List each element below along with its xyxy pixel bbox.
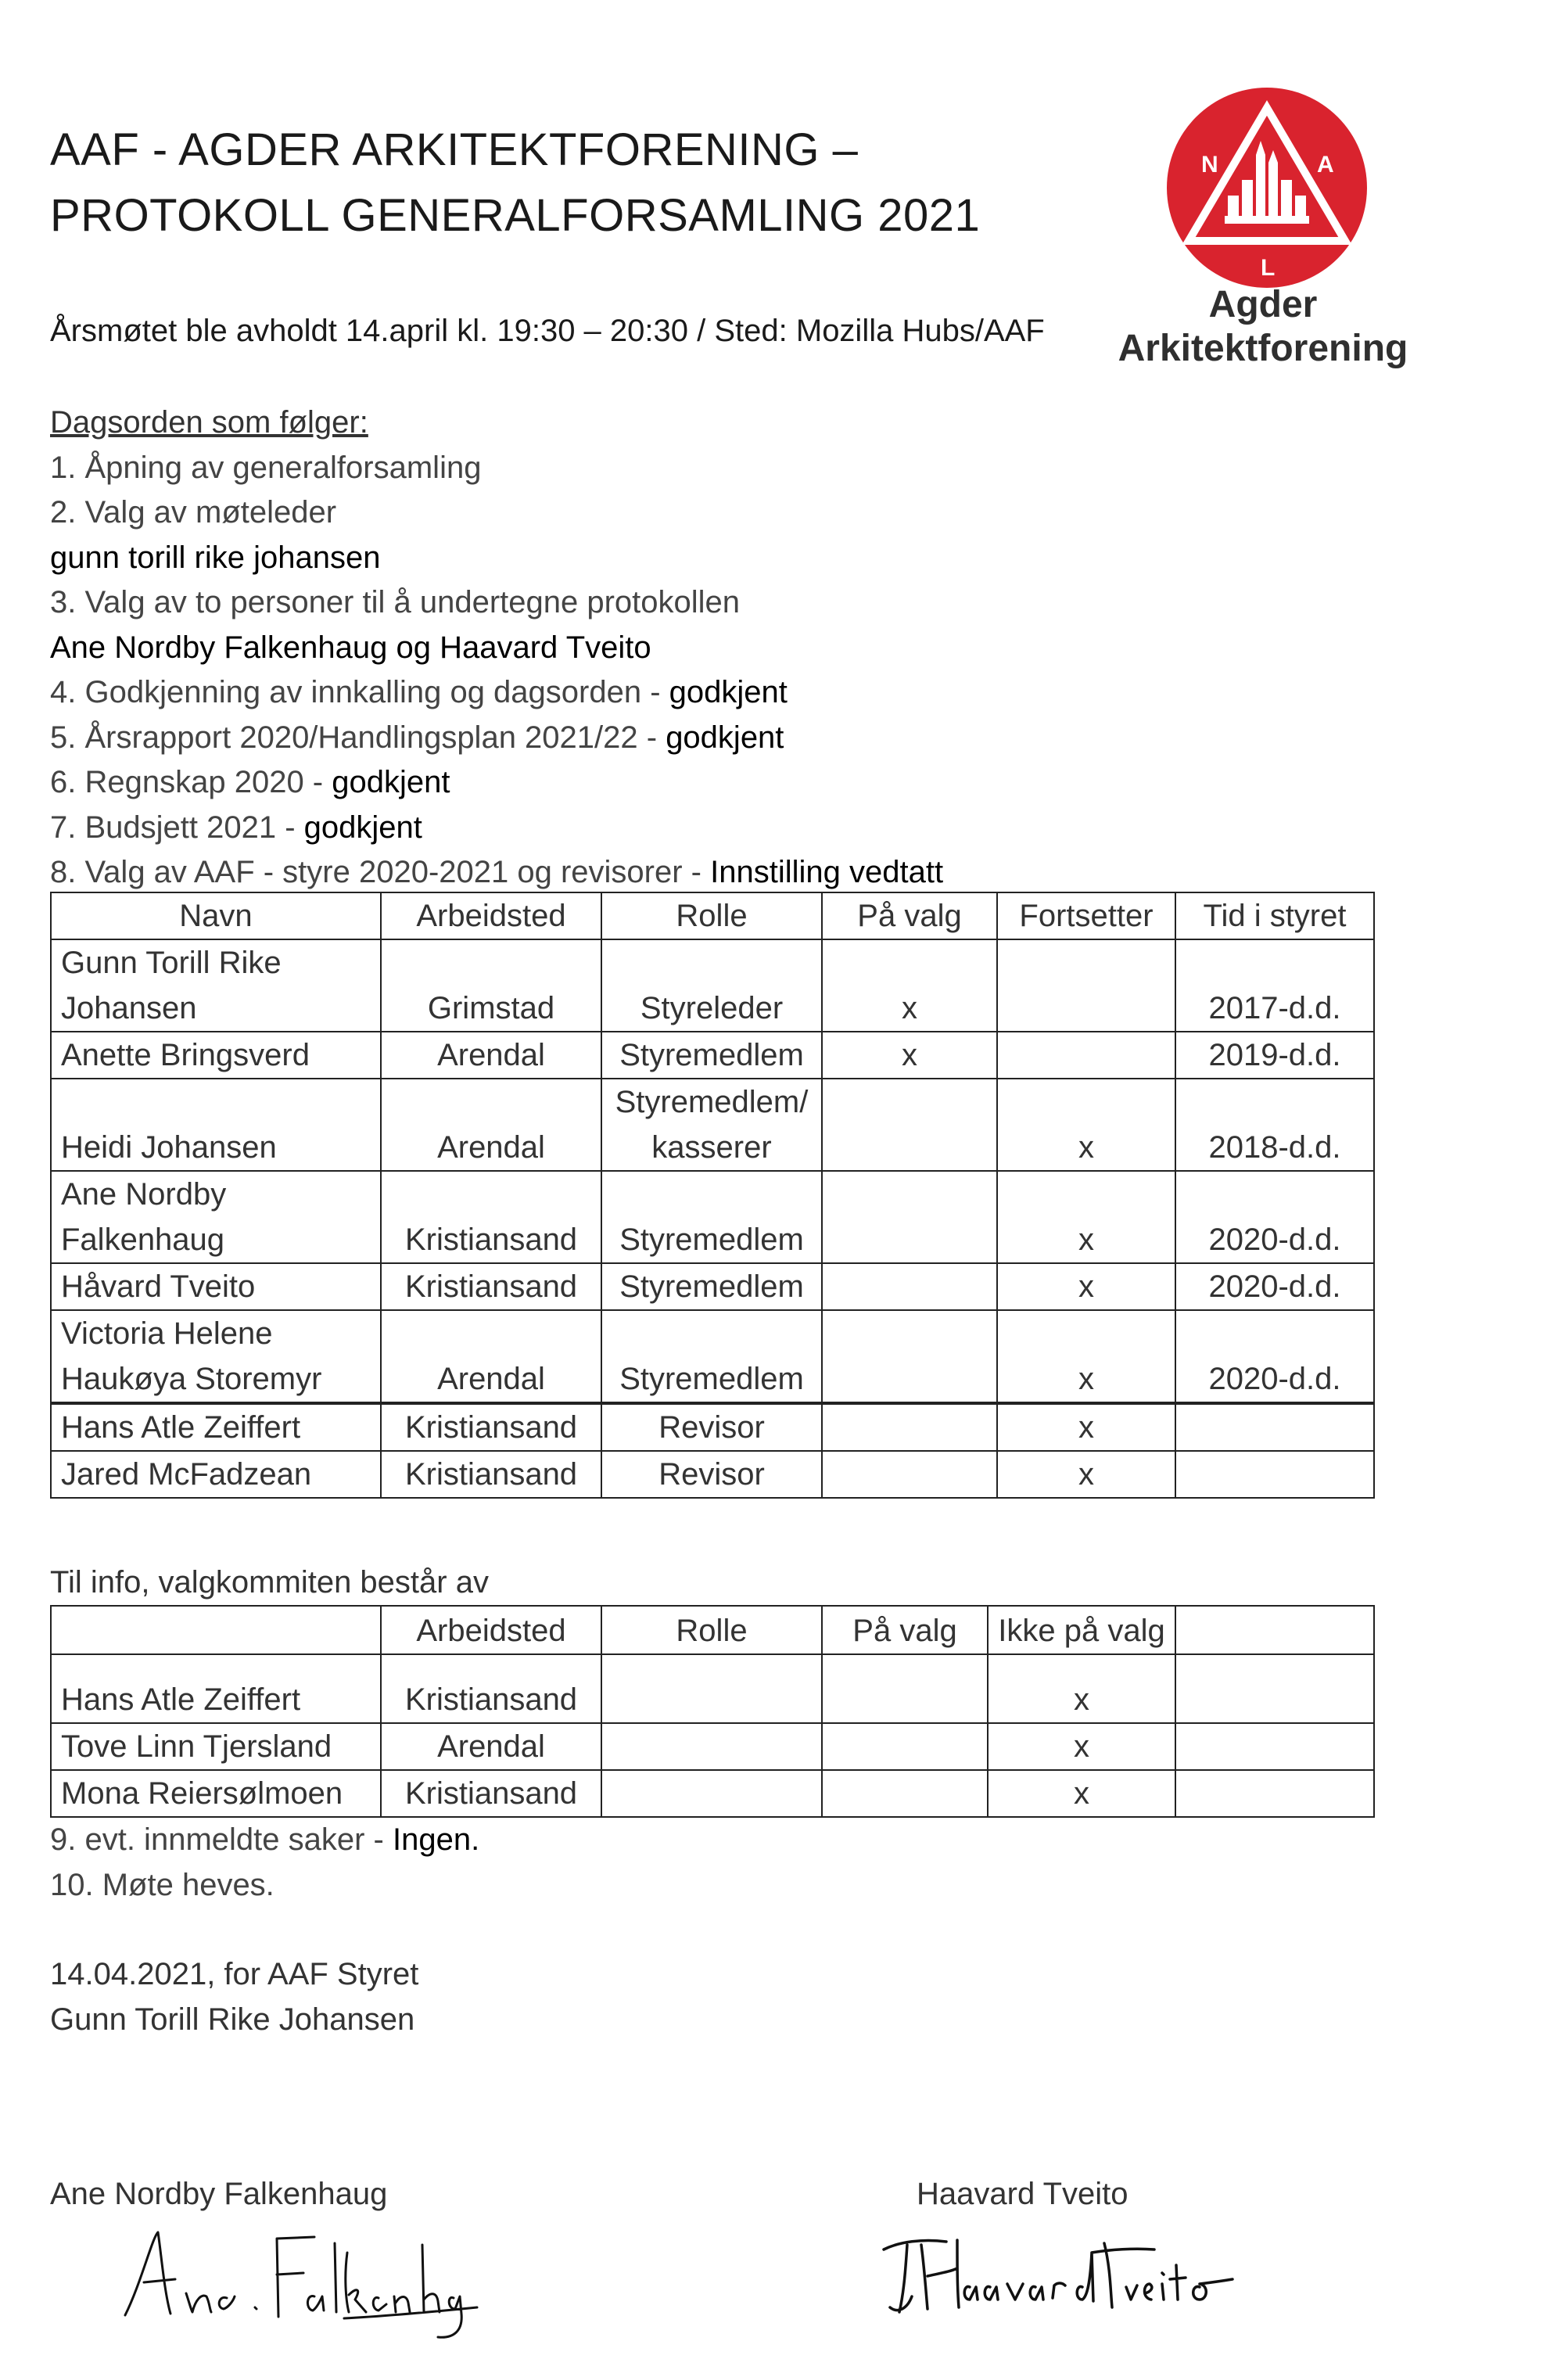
agenda-item-result: godkjent [669,675,788,709]
cell-arbeidsted: Kristiansand [381,1451,601,1498]
cell-tid-i-styret: 2020-d.d. [1175,1171,1374,1263]
cell-rolle: Styremedlem [601,1171,822,1263]
title-line-1: AAF - AGDER ARKITEKTFORENING – [50,124,859,175]
agenda-item [50,670,943,716]
agenda-item-result: Innstilling vedtatt [710,855,944,889]
cell-paa-valg: x [822,939,997,1032]
cell-navn: Hans Atle Zeiffert [51,1654,381,1723]
cell-arbeidsted: Kristiansand [381,1770,601,1817]
cell-arbeidsted: Arendal [381,1032,601,1079]
logo-text [1095,283,1431,371]
cell-rolle [601,1770,822,1817]
cell-rolle: Styremedlem [601,1310,822,1402]
table-row [51,939,1374,1032]
cell-paa-valg [822,1723,988,1770]
agenda-item-result: godkjent [332,765,450,799]
logo-letter-n: N [1201,152,1218,178]
agenda-item-result: godkjent [303,810,422,845]
cell-navn: Ane Nordby Falkenhaug [51,1171,381,1263]
committee-table [50,1605,1375,1818]
cell-rolle: Revisor [601,1404,822,1451]
column-header: Navn [51,892,381,939]
column-header: Arbeidsted [381,1606,601,1654]
signature-right-icon [876,2221,1236,2323]
cell-paa-valg [822,1654,988,1723]
cell-paa-valg [822,1451,997,1498]
cell-arbeidsted: Kristiansand [381,1263,601,1310]
cell-navn: Gunn Torill Rike Johansen [51,939,381,1032]
cell-paa-valg [822,1171,997,1263]
cell-tid-i-styret: 2020-d.d. [1175,1310,1374,1402]
cell-ikke-paa-valg: x [988,1723,1175,1770]
column-header: På valg [822,1606,988,1654]
cell-tid-i-styret [1175,1404,1374,1451]
table-header-row [51,1606,1374,1654]
meeting-info: Årsmøtet ble avholdt 14.april kl. 19:30 – 20:30 / Sted: Mozilla Hubs/AAF [50,314,1045,348]
cell-fortsetter [997,1032,1175,1079]
cell-rolle: Styreleder [601,939,822,1032]
cell-rolle: Styremedlem [601,1032,822,1079]
table-row [51,1654,1374,1723]
closing-date-line: 14.04.2021, for AAF Styret [50,1957,419,1991]
cell-navn: Mona Reiersølmoen [51,1770,381,1817]
cell-rolle: Styremedlem [601,1263,822,1310]
cell-paa-valg [822,1079,997,1171]
title-line-2: PROTOKOLL GENERALFORSAMLING 2021 [50,190,981,241]
table-row [51,1451,1374,1498]
cell-paa-valg [822,1263,997,1310]
cell-tid-i-styret: 2017-d.d. [1175,939,1374,1032]
cell-fortsetter: x [997,1263,1175,1310]
cell-ikke-paa-valg: x [988,1770,1175,1817]
logo-text-line-2: Arkitektforening [1118,328,1408,369]
cell-paa-valg [822,1310,997,1402]
table-row [51,1723,1374,1770]
cell-navn: Jared McFadzean [51,1451,381,1498]
agenda-item-text: 5. Årsrapport 2020/Handlingsplan 2021/22 - [50,720,666,755]
table-row [51,1171,1374,1263]
agenda-item-text: 1. Åpning av generalforsamling [50,450,482,485]
cell-tid-i-styret [1175,1451,1374,1498]
cell-navn: Tove Linn Tjersland [51,1723,381,1770]
cell-arbeidsted: Kristiansand [381,1404,601,1451]
cell-arbeidsted: Arendal [381,1310,601,1402]
agenda-item [50,446,943,491]
column-header [51,1606,381,1654]
cell-navn: Heidi Johansen [51,1079,381,1171]
agenda-item [50,850,943,896]
cell-rolle [601,1723,822,1770]
cell-paa-valg [822,1770,988,1817]
signatory-left-name: Ane Nordby Falkenhaug [50,2177,388,2211]
logo-text-line-1: Agder [1208,284,1318,325]
cell-arbeidsted: Arendal [381,1079,601,1171]
cell-arbeidsted: Grimstad [381,939,601,1032]
cell-blank [1175,1723,1374,1770]
agenda-item [50,716,943,761]
cell-rolle [601,1654,822,1723]
cell-tid-i-styret: 2018-d.d. [1175,1079,1374,1171]
cell-navn: Hans Atle Zeiffert [51,1404,381,1451]
agenda-item-result: Ingen. [392,1822,480,1857]
agenda-item-text: 2. Valg av møteleder [50,495,337,530]
agenda-item-text: 7. Budsjett 2021 - [50,810,304,845]
column-header: Arbeidsted [381,892,601,939]
cell-arbeidsted: Kristiansand [381,1171,601,1263]
cell-tid-i-styret: 2020-d.d. [1175,1263,1374,1310]
cell-navn: Anette Bringsverd [51,1032,381,1079]
agenda-heading: Dagsorden som følger: [50,405,368,440]
table-row [51,1079,1374,1171]
cell-arbeidsted: Arendal [381,1723,601,1770]
agenda-item-text: 10. Møte heves. [50,1867,274,1902]
agenda-item [50,1818,479,1863]
agenda-item-text: 3. Valg av to personer til å undertegne protokollen [50,585,741,619]
closing-block [50,1952,418,2042]
column-header: Tid i styret [1175,892,1374,939]
agenda-item [50,1863,479,1908]
column-header: Rolle [601,892,822,939]
column-header: På valg [822,892,997,939]
cell-fortsetter: x [997,1079,1175,1171]
cell-paa-valg [822,1404,997,1451]
table-header-row [51,892,1374,939]
agenda-item-result: Ane Nordby Falkenhaug og Haavard Tveito [50,630,651,665]
cell-fortsetter: x [997,1310,1175,1402]
board-table [50,892,1375,1499]
table-row [51,1404,1374,1451]
logo-letter-l: L [1261,255,1276,281]
cell-tid-i-styret: 2019-d.d. [1175,1032,1374,1079]
agenda-item-text: 6. Regnskap 2020 - [50,765,332,799]
cell-blank [1175,1770,1374,1817]
logo-letter-a: A [1317,152,1334,178]
table-row [51,1263,1374,1310]
agenda-item-text: 8. Valg av AAF - styre 2020-2021 og revisorer - [50,855,711,889]
agenda-item [50,490,943,536]
cell-ikke-paa-valg: x [988,1654,1175,1723]
agenda-item [50,760,943,806]
committee-intro: Til info, valgkommiten består av [50,1565,489,1600]
agenda-item [50,536,943,581]
agenda-item-result: gunn torill rike johansen [50,540,381,575]
cell-rolle: Styremedlem/ kasserer [601,1079,822,1171]
table-row [51,1310,1374,1402]
column-header: Fortsetter [997,892,1175,939]
agenda-continued [50,1818,479,1908]
document-title [50,117,980,249]
table-row [51,1032,1374,1079]
cell-fortsetter: x [997,1404,1175,1451]
cell-rolle: Revisor [601,1451,822,1498]
table-row [51,1770,1374,1817]
signatory-right-name: Haavard Tveito [917,2177,1128,2211]
agenda-item [50,626,943,671]
agenda-item [50,580,943,626]
agenda-item-text: 4. Godkjenning av innkalling og dagsorden - [50,675,669,709]
cell-fortsetter [997,939,1175,1032]
column-header [1175,1606,1374,1654]
agenda-item [50,806,943,851]
cell-paa-valg: x [822,1032,997,1079]
cell-navn: Håvard Tveito [51,1263,381,1310]
agenda [50,400,943,896]
cell-arbeidsted: Kristiansand [381,1654,601,1723]
signature-left-icon [109,2221,485,2346]
cell-fortsetter: x [997,1171,1175,1263]
agenda-item-text: 9. evt. innmeldte saker - [50,1822,393,1857]
closing-signer: Gunn Torill Rike Johansen [50,2002,415,2037]
column-header: Ikke på valg [988,1606,1175,1654]
cell-navn: Victoria Helene Haukøya Storemyr [51,1310,381,1402]
column-header: Rolle [601,1606,822,1654]
agenda-item-result: godkjent [666,720,784,755]
cell-fortsetter: x [997,1451,1175,1498]
cell-blank [1175,1654,1374,1723]
